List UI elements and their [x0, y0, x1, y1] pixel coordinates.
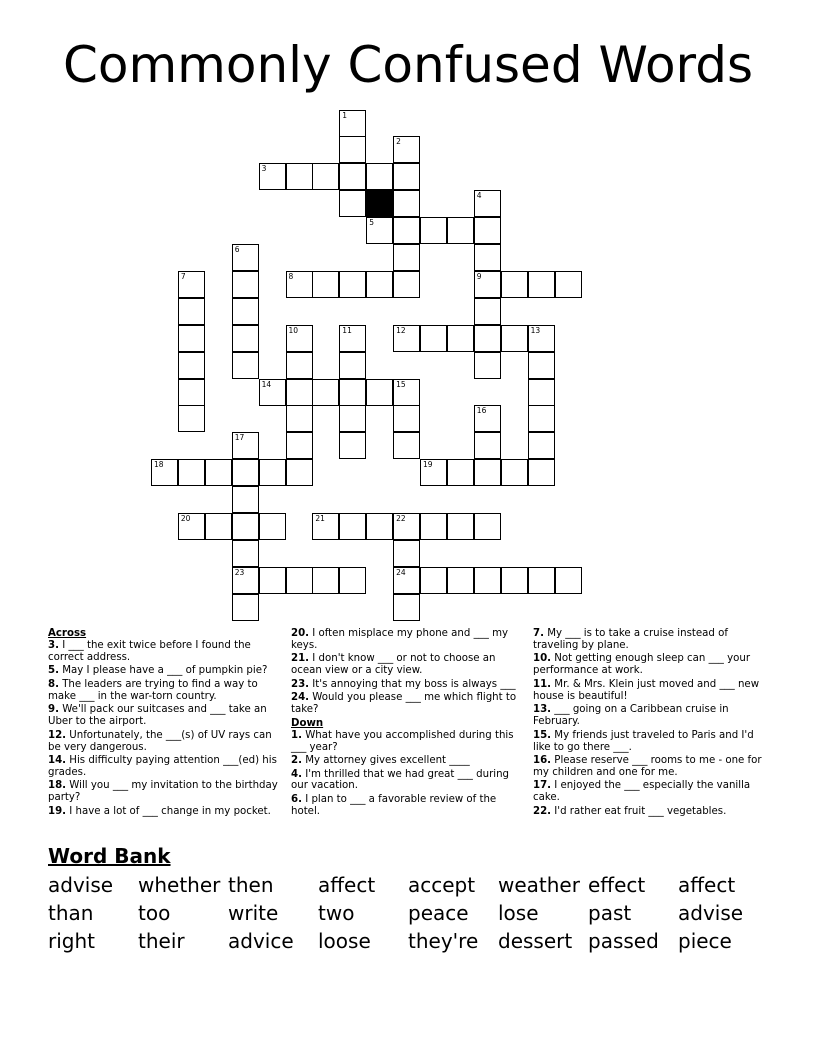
crossword-cell[interactable]	[420, 513, 447, 540]
clue-item: 24. Would you please ___ me which flight to take?	[291, 692, 517, 716]
crossword-cell[interactable]	[178, 271, 205, 298]
crossword-cell[interactable]	[393, 190, 420, 217]
clue-number: 14	[261, 379, 272, 389]
word-bank-item: piece	[678, 929, 732, 953]
crossword-cell[interactable]	[393, 325, 420, 352]
word-bank-item: right	[48, 929, 95, 953]
clue-number-label: 5.	[48, 665, 59, 677]
clue-item: 11. Mr. & Mrs. Klein just moved and ___ new house is beautiful!	[533, 678, 760, 702]
clue-item: 14. His difficulty paying attention ___(ed) his grades.	[48, 755, 277, 778]
crossword-cell[interactable]	[528, 379, 555, 406]
word-bank-item: then	[228, 873, 274, 897]
clue-number-label: 10.	[533, 653, 552, 665]
clue-number-label: 4.	[291, 768, 302, 780]
crossword-cell[interactable]	[393, 405, 420, 432]
crossword-cell[interactable]	[393, 163, 420, 190]
crossword-cell[interactable]	[286, 459, 313, 486]
word-bank-item: too	[138, 901, 171, 925]
crossword-cell[interactable]	[474, 405, 501, 432]
clue-number-label: 19.	[48, 805, 67, 817]
clue-number: 10	[288, 325, 299, 335]
crossword-cell[interactable]	[178, 459, 205, 486]
page-title: Commonly Confused Words	[62, 36, 754, 94]
crossword-cell[interactable]	[259, 567, 286, 594]
clue-item: 7. My ___ is to take a cruise instead of traveling by plane.	[533, 628, 728, 651]
word-bank-item: advise	[48, 873, 114, 897]
crossword-cell[interactable]	[474, 352, 501, 379]
crossword-cell[interactable]	[286, 163, 313, 190]
crossword-cell[interactable]	[393, 432, 420, 459]
clue-item: 23. It's annoying that my boss is always ___	[291, 678, 516, 690]
word-bank-item: two	[318, 901, 355, 925]
crossword-cell[interactable]	[393, 136, 420, 163]
word-bank-item: peace	[408, 901, 469, 925]
word-bank-title: Word Bank	[48, 844, 171, 868]
crossword-cell[interactable]	[286, 352, 313, 379]
crossword-cell[interactable]	[232, 567, 259, 594]
crossword-cell[interactable]	[393, 540, 420, 567]
crossword-cell[interactable]	[366, 271, 393, 298]
clue-number: 4	[476, 191, 482, 201]
crossword-cell[interactable]	[339, 136, 366, 163]
clue-number: 24	[396, 567, 406, 577]
crossword-cell[interactable]	[232, 459, 259, 486]
clue-number: 21	[315, 514, 325, 523]
clue-number: 2	[396, 137, 401, 147]
crossword-cell[interactable]	[366, 217, 393, 244]
crossword-cell[interactable]	[232, 513, 259, 540]
crossword-cell[interactable]	[286, 325, 313, 352]
clue-item: 15. My friends just traveled to Paris and I'd like to go there ___.	[533, 729, 754, 753]
down-heading: Down	[291, 717, 324, 729]
crossword-cell[interactable]	[528, 405, 555, 432]
clue-item: 20. I often misplace my phone and ___ my keys.	[291, 628, 509, 651]
clue-number: 7	[180, 271, 186, 281]
crossword-cell[interactable]	[447, 567, 474, 594]
crossword-cell[interactable]	[178, 379, 205, 406]
clue-number: 23	[234, 567, 245, 577]
word-bank-item: their	[138, 929, 185, 953]
clue-item: 2. My attorney gives excellent ____	[291, 755, 470, 767]
clue-item: 4. I'm thrilled that we had great ___ during our vacation.	[291, 768, 510, 792]
crossword-cell[interactable]	[286, 567, 313, 594]
clue-number-label: 18.	[48, 780, 67, 792]
clue-item: 3. I ___ the exit twice before I found the correct address.	[48, 639, 251, 663]
clue-item: 13. ___ going on a Caribbean cruise in February.	[533, 704, 729, 728]
word-bank-item: affect	[678, 873, 736, 897]
crossword-cell[interactable]	[178, 325, 205, 352]
crossword-cell[interactable]	[232, 594, 259, 621]
crossword-cell[interactable]	[339, 379, 366, 406]
clue-number-label: 1.	[291, 729, 302, 741]
crossword-cell[interactable]	[312, 513, 339, 540]
crossword-cell[interactable]	[205, 459, 232, 486]
crossword-cell[interactable]	[501, 567, 528, 594]
word-bank-item: write	[228, 901, 279, 925]
crossword-cell[interactable]	[420, 459, 447, 486]
crossword-cell[interactable]	[474, 271, 501, 298]
crossword-black-cell	[366, 190, 393, 217]
crossword-cell[interactable]	[555, 271, 582, 298]
word-bank-item: advice	[228, 929, 294, 953]
crossword-cell[interactable]	[447, 217, 474, 244]
clue-number: 16	[476, 406, 487, 416]
clue-item: 21. I don't know ___ or not to choose an ocean view or a city view.	[291, 653, 496, 677]
crossword-cell[interactable]	[501, 271, 528, 298]
clue-number-label: 20.	[291, 628, 310, 639]
word-bank-item: weather	[498, 873, 580, 897]
crossword-cell[interactable]	[286, 405, 313, 432]
clue-item: 9. We'll pack our suitcases and ___ take an Uber to the airport.	[48, 704, 267, 728]
crossword-cell[interactable]	[366, 163, 393, 190]
crossword-cell[interactable]	[232, 540, 259, 567]
clue-number-label: 24.	[291, 692, 310, 704]
clue-number-label: 17.	[533, 780, 552, 792]
clue-item: 19. I have a lot of ___ change in my pocket.	[48, 805, 271, 817]
crossword-cell[interactable]	[474, 298, 501, 325]
clue-item: 10. Not getting enough sleep can ___ your performance at work.	[533, 653, 751, 677]
crossword-cell[interactable]	[312, 271, 339, 298]
crossword-cell[interactable]	[232, 352, 259, 379]
crossword-cell[interactable]	[178, 513, 205, 540]
crossword-cell[interactable]	[393, 594, 420, 621]
crossword-cell[interactable]	[286, 432, 313, 459]
word-bank-item: whether	[138, 873, 221, 897]
crossword-cell[interactable]	[501, 459, 528, 486]
crossword-cell[interactable]	[339, 271, 366, 298]
word-bank-item: advise	[678, 901, 744, 925]
crossword-cell[interactable]	[474, 217, 501, 244]
crossword-cell[interactable]	[528, 271, 555, 298]
crossword-cell[interactable]	[232, 271, 259, 298]
crossword-cell[interactable]	[393, 379, 420, 406]
crossword-cell[interactable]	[259, 379, 286, 406]
crossword-cell[interactable]	[474, 244, 501, 271]
clue-number: 22	[396, 514, 406, 523]
clue-number-label: 14.	[48, 755, 67, 767]
crossword-cell[interactable]	[178, 298, 205, 325]
crossword-cell[interactable]	[393, 567, 420, 594]
clue-number: 19	[423, 460, 433, 470]
clue-number-label: 3.	[48, 639, 59, 651]
crossword-cell[interactable]	[259, 459, 286, 486]
crossword-cell[interactable]	[232, 298, 259, 325]
crossword-cell[interactable]	[286, 379, 313, 406]
word-bank-item: loose	[318, 929, 371, 953]
crossword-cell[interactable]	[286, 271, 313, 298]
across-heading: Across	[48, 628, 87, 639]
crossword-cell[interactable]	[232, 432, 259, 459]
crossword-cell[interactable]	[420, 325, 447, 352]
word-bank-item: lose	[498, 901, 539, 925]
clue-number: 20	[180, 514, 191, 523]
crossword-cell[interactable]	[232, 486, 259, 513]
clues-column-1	[48, 628, 278, 819]
clue-number-label: 23.	[291, 678, 310, 690]
clue-item: 5. May I please have a ___ of pumpkin pie?	[48, 665, 268, 677]
crossword-cell[interactable]	[528, 459, 555, 486]
clue-number: 6	[234, 245, 240, 254]
crossword-cell[interactable]	[178, 352, 205, 379]
crossword-cell[interactable]	[447, 513, 474, 540]
clue-number-label: 2.	[291, 755, 302, 767]
word-bank	[48, 873, 768, 954]
clue-number: 8	[288, 271, 294, 281]
word-bank-item: they're	[408, 929, 479, 953]
clue-item: 6. I plan to ___ a favorable review of the hotel.	[291, 793, 497, 817]
crossword-cell[interactable]	[259, 163, 286, 190]
crossword-cell[interactable]	[339, 352, 366, 379]
crossword-cell[interactable]	[420, 217, 447, 244]
clue-number: 9	[476, 271, 482, 281]
crossword-cell[interactable]	[528, 432, 555, 459]
crossword-cell[interactable]	[447, 459, 474, 486]
crossword-cell[interactable]	[312, 567, 339, 594]
clue-number: 3	[261, 164, 267, 174]
crossword-cell[interactable]	[339, 325, 366, 352]
clue-item: 18. Will you ___ my invitation to the birthday party?	[48, 780, 278, 804]
crossword-cell[interactable]	[474, 432, 501, 459]
crossword-cell[interactable]	[393, 244, 420, 271]
crossword-cell[interactable]	[393, 513, 420, 540]
clues-column-3	[533, 628, 763, 819]
crossword-cell[interactable]	[366, 513, 393, 540]
crossword-cell[interactable]	[151, 459, 178, 486]
crossword-cell[interactable]	[528, 567, 555, 594]
clue-item: 1. What have you accomplished during this ___ year?	[291, 729, 514, 753]
clue-item: 8. The leaders are trying to find a way to make ___ in the war-torn country.	[48, 678, 258, 702]
clue-number-label: 15.	[533, 729, 552, 741]
clue-number: 11	[342, 325, 352, 335]
clue-number-label: 7.	[533, 628, 544, 639]
word-bank-item: affect	[318, 873, 376, 897]
crossword-cell[interactable]	[501, 325, 528, 352]
clues-column-2	[291, 628, 521, 819]
clue-number: 18	[154, 460, 164, 470]
crossword-cell[interactable]	[474, 567, 501, 594]
word-bank-item: accept	[408, 873, 476, 897]
crossword-cell[interactable]	[339, 432, 366, 459]
crossword-cell[interactable]	[259, 513, 286, 540]
clue-number-label: 21.	[291, 653, 310, 665]
word-bank-item: past	[588, 901, 632, 925]
clue-number-label: 13.	[533, 704, 552, 716]
crossword-cell[interactable]	[474, 513, 501, 540]
crossword-cell[interactable]	[312, 379, 339, 406]
crossword-cell[interactable]	[232, 244, 259, 271]
crossword-cell[interactable]	[339, 163, 366, 190]
clue-number: 15	[396, 379, 406, 389]
clue-number: 5	[369, 218, 374, 228]
word-bank-item: effect	[588, 873, 646, 897]
crossword-cell[interactable]	[528, 325, 555, 352]
crossword-cell[interactable]	[312, 163, 339, 190]
clue-number: 17	[234, 433, 245, 443]
crossword-cell[interactable]	[339, 405, 366, 432]
clue-number: 12	[396, 325, 406, 335]
crossword-cell[interactable]	[474, 325, 501, 352]
clue-item: 17. I enjoyed the ___ especially the vanilla cake.	[533, 780, 751, 804]
crossword-cell[interactable]	[474, 190, 501, 217]
crossword-cell[interactable]	[205, 513, 232, 540]
clue-item: 16. Please reserve ___ rooms to me - one for my children and one for me.	[533, 755, 762, 778]
clue-number-label: 6.	[291, 793, 302, 805]
crossword-cell[interactable]	[366, 379, 393, 406]
crossword-cell[interactable]	[339, 110, 366, 137]
crossword-cell[interactable]	[339, 567, 366, 594]
clue-number-label: 9.	[48, 704, 59, 716]
clue-number-label: 12.	[48, 729, 67, 741]
crossword-cell[interactable]	[339, 190, 366, 217]
clue-item: 12. Unfortunately, the ___(s) of UV rays can be very dangerous.	[48, 729, 272, 753]
crossword-cell[interactable]	[232, 325, 259, 352]
crossword-cell[interactable]	[447, 325, 474, 352]
clue-number-label: 8.	[48, 678, 59, 690]
crossword-cell[interactable]	[555, 567, 582, 594]
clue-number: 13	[530, 325, 541, 335]
crossword-cell[interactable]	[339, 513, 366, 540]
word-bank-item: passed	[588, 929, 659, 953]
word-bank-item: than	[48, 901, 94, 925]
clue-number-label: 16.	[533, 755, 552, 767]
clue-item: 22. I'd rather eat fruit ___ vegetables.	[533, 805, 727, 817]
word-bank-item: dessert	[498, 929, 573, 953]
clue-number-label: 11.	[533, 678, 552, 690]
crossword-cell[interactable]	[528, 352, 555, 379]
crossword-cell[interactable]	[393, 217, 420, 244]
crossword-cell[interactable]	[420, 567, 447, 594]
clue-number: 1	[342, 110, 348, 120]
crossword-cell[interactable]	[474, 459, 501, 486]
crossword-cell[interactable]	[178, 405, 205, 432]
crossword-cell[interactable]	[393, 271, 420, 298]
clue-number-label: 22.	[533, 805, 552, 817]
